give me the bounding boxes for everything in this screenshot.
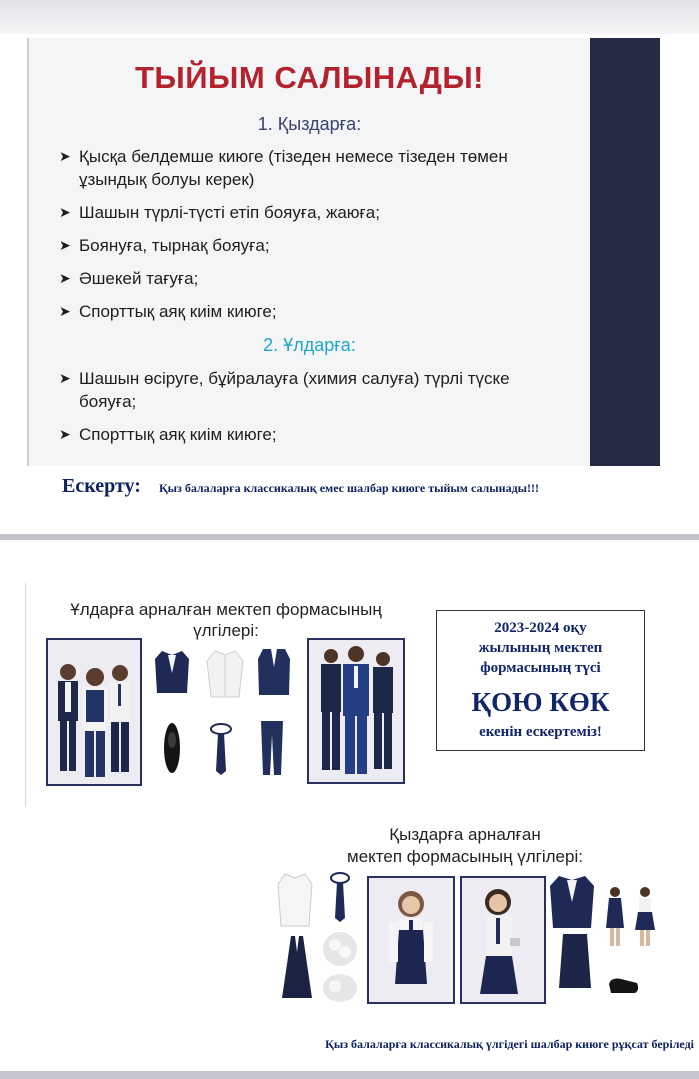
girls-rule: ➤ Боянуға, тырнақ бояуға; [59, 236, 270, 255]
girls-panel-title-line2: мектеп формасының үлгілері: [347, 847, 583, 866]
bullet-arrow-icon: ➤ [59, 148, 71, 164]
boys-suits-icon [309, 640, 403, 782]
bullet-arrow-icon: ➤ [59, 204, 71, 220]
tie-icon [329, 872, 351, 929]
hair-bow-icon [321, 930, 359, 973]
boys-uniform-panel [25, 583, 426, 807]
girl-photo [367, 876, 455, 1004]
shoe-icon [161, 720, 183, 781]
note-text: Қыз балаларға классикалық емес шалбар киюге тыйым салынады!!! [158, 481, 539, 495]
boys-group-photo [46, 638, 142, 786]
shoe-icon [607, 974, 641, 1001]
trousers-icon [259, 719, 285, 782]
girls-uniform-panel [265, 810, 663, 1030]
boys-suits-photo [307, 638, 405, 784]
sundress-icon [281, 934, 313, 1005]
boys-panel-title-line1: Ұлдарға арналған мектеп формасының [70, 600, 382, 619]
boys-panel-title-line2: үлгілері: [193, 621, 259, 640]
hair-bow-icon [321, 972, 359, 1009]
boys-rule: ➤ Спорттық аяқ киім киюге; [59, 425, 277, 444]
blouse-icon [277, 870, 313, 933]
blazer-icon [154, 647, 190, 700]
slide-stripe [590, 38, 660, 466]
section-divider [0, 534, 699, 540]
boys-group-icon [48, 640, 140, 784]
girl-photo-2-icon [462, 878, 544, 1002]
blazer-icon [549, 872, 595, 935]
girl-photo-icon [369, 878, 453, 1002]
girls-rule: ➤ Спорттық аяқ киім киюге; [59, 302, 277, 321]
announcement-line1: 2023-2024 оқу [494, 620, 587, 636]
girls-rule: ➤ Шашын түрлі-түсті етіп бояуға, жаюға; [59, 203, 380, 222]
announcement-line3: формасының түсі [480, 660, 601, 676]
uniform-color-name: ҚОЮ КӨК [471, 687, 610, 717]
bullet-arrow-icon: ➤ [59, 270, 71, 286]
vest-icon [257, 647, 291, 702]
bottom-band [0, 1071, 699, 1079]
announcement-line2: жылының мектеп [478, 640, 603, 656]
girls-heading: 1. Қыздарға: [257, 114, 362, 134]
boys-rule: ➤ Шашын өсіруге, бұйралауға (химия салуға) түрлі түске бояуға; [59, 369, 510, 411]
skirt-icon [557, 932, 593, 995]
warning-note [62, 475, 662, 498]
girls-rule: ➤ Қысқа белдемше киюге (тізеден немесе тізеден төмен ұзындық болуы керек) [59, 147, 508, 189]
trousers-caption: Қыз балаларға классикалық үлгідегі шалбар киюге рұқсат беріледі [325, 1037, 694, 1051]
girls-panel-title-line1: Қыздарға арналған [389, 825, 541, 844]
note-label: Ескерту: [62, 475, 141, 497]
bullet-arrow-icon: ➤ [59, 370, 71, 386]
rules-slide [27, 38, 660, 466]
bullet-arrow-icon: ➤ [59, 426, 71, 442]
girls-rule: ➤ Әшекей тағуға; [59, 269, 199, 288]
slide-title: ТЫЙЫМ САЛЫНАДЫ! [134, 60, 484, 95]
tie-icon [209, 723, 233, 780]
bullet-arrow-icon: ➤ [59, 237, 71, 253]
uniform-color-announcement [436, 610, 645, 751]
announcement-line4: екенін ескертеміз! [479, 724, 602, 740]
white-shirt-icon [206, 647, 244, 704]
boys-heading: 2. Ұлдарға: [263, 335, 356, 355]
mini-figures-icon [603, 886, 659, 953]
girl-photo-2 [460, 876, 546, 1004]
top-band [0, 0, 699, 34]
bullet-arrow-icon: ➤ [59, 303, 71, 319]
